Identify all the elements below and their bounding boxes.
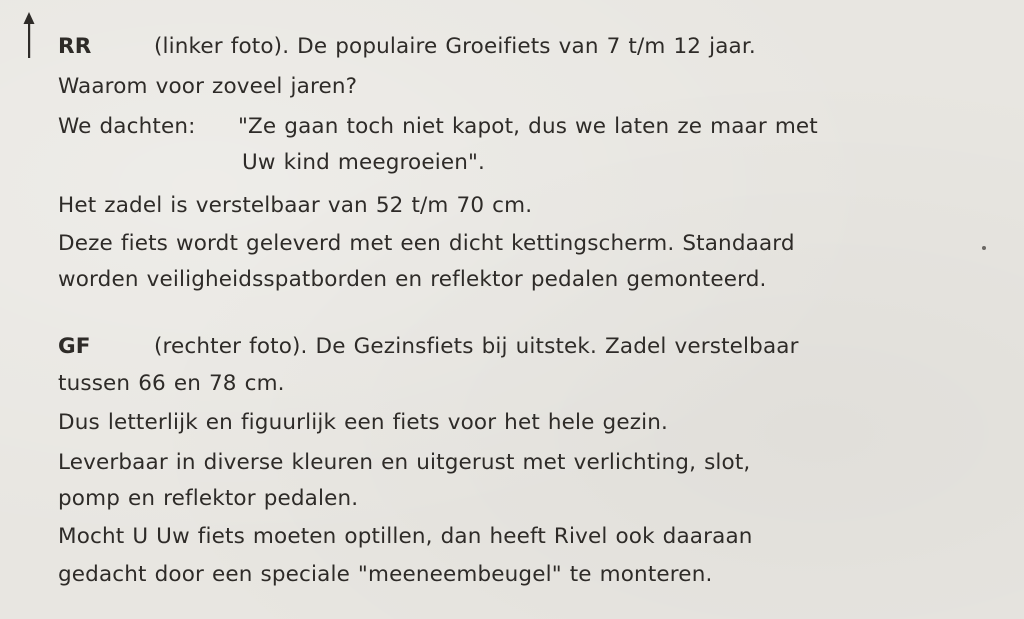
rr-line-4: Uw kind meegroeien". xyxy=(242,150,486,175)
rr-line-7: worden veiligheidsspatborden en reflektor pedalen gemonteerd. xyxy=(58,267,767,292)
paper-speck xyxy=(982,246,986,250)
up-arrow-icon xyxy=(22,12,36,58)
rr-code: RR xyxy=(58,34,92,59)
gf-line-1 xyxy=(58,336,799,358)
rr-line-3 xyxy=(58,116,818,138)
gf-line-6: Mocht U Uw fiets moeten optillen, dan heeft Rivel ook daaraan xyxy=(58,524,753,549)
gf-line-5: pomp en reflektor pedalen. xyxy=(58,486,359,511)
gf-line-4: Leverbaar in diverse kleuren en uitgerust met verlichting, slot, xyxy=(58,450,751,475)
gf-code: GF xyxy=(58,334,91,359)
rr-prefix: We dachten: xyxy=(58,114,196,139)
rr-quote: "Ze gaan toch niet kapot, dus we laten ze maar met xyxy=(238,114,818,139)
gf-line-3: Dus letterlijk en figuurlijk een fiets voor het hele gezin. xyxy=(58,410,669,435)
rr-line-5: Het zadel is verstelbaar van 52 t/m 70 cm. xyxy=(58,193,533,218)
rr-line-1 xyxy=(58,36,756,58)
gf-line-7: gedacht door een speciale "meeneembeugel" te monteren. xyxy=(58,562,713,587)
rr-line-6: Deze fiets wordt geleverd met een dicht kettingscherm. Standaard xyxy=(58,231,795,256)
rr-intro-text: (linker foto). De populaire Groeifiets van 7 t/m 12 jaar. xyxy=(154,34,756,59)
rr-line-2: Waarom voor zoveel jaren? xyxy=(58,74,358,99)
gf-line-2: tussen 66 en 78 cm. xyxy=(58,371,285,396)
gf-intro-text: (rechter foto). De Gezinsfiets bij uitstek. Zadel verstelbaar xyxy=(154,334,799,359)
